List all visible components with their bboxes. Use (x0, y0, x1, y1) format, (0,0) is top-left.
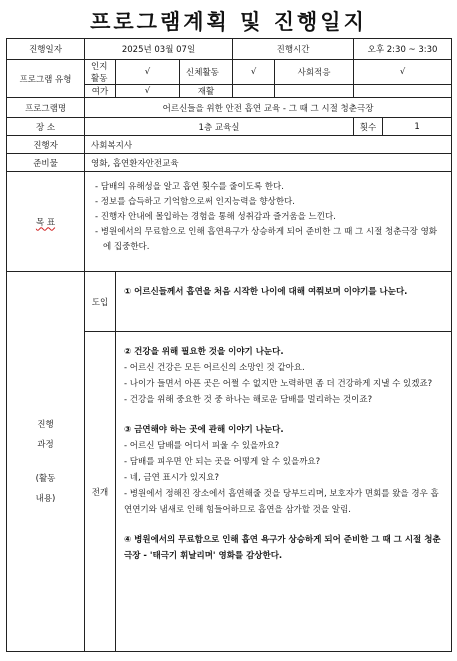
final-activity: ④ 병원에서의 무료함으로 인해 흡연 욕구가 상승하게 되어 준비한 그 때 그 시절 청춘극장 - '태극기 휘날리며' 영화를 감상한다. (124, 535, 441, 561)
program-log-form (6, 38, 452, 652)
program-name-label: 프로그램명 (7, 98, 85, 118)
supplies-value: 영화, 흡연환자안전교육 (85, 154, 452, 172)
section-heading: ③ 금연해야 하는 곳에 관해 이야기 나눈다. (124, 425, 284, 435)
type-leisure-label: 여가 (85, 85, 116, 98)
staff-row (7, 136, 452, 154)
date-value: 2025년 03월 07일 (85, 39, 233, 60)
type-social-mark: √ (354, 60, 452, 85)
goals-row (7, 172, 452, 272)
goals-list (85, 172, 452, 272)
process-label: 진행 과정 (활동 내용) (7, 272, 85, 652)
section-line: - 어르신 건강은 모든 어르신의 소망인 것 같아요. (124, 363, 305, 373)
body-content (116, 332, 452, 652)
goal-item: - 병원에서의 무료함으로 인해 흡연욕구가 상승하게 되어 준비한 그 때 그 시절 청춘극장 영화에 집중한다. (95, 227, 438, 252)
intro-text: ① 어르신들께서 흡연을 처음 시작한 나이에 대해 여쭤보며 이야기를 나눈다. (116, 272, 452, 332)
section-line: - 어르신 담배를 어디서 피울 수 있을까요? (124, 441, 280, 451)
place-value: 1층 교육실 (85, 118, 354, 136)
type-social-label: 사회적응 (275, 60, 354, 85)
type-physical-mark: √ (233, 60, 275, 85)
date-label: 진행일자 (7, 39, 85, 60)
place-row (7, 118, 452, 136)
type-row-1 (7, 60, 452, 85)
supplies-label: 준비물 (7, 154, 85, 172)
section-line: - 건강을 위해 중요한 것 중 하나는 해로운 담배를 멀리하는 것이죠? (124, 395, 373, 405)
section-line: - 나이가 들면서 아픈 곳은 어쩔 수 없지만 노력하면 좀 더 건강하게 지낼 수 있겠죠? (124, 379, 433, 389)
count-label: 횟수 (354, 118, 383, 136)
time-label: 진행시간 (233, 39, 354, 60)
goal-item: - 정보를 습득하고 기억함으로써 인지능력을 향상한다. (95, 197, 295, 207)
supplies-row (7, 154, 452, 172)
goal-item: - 담배의 유해성을 알고 흡연 횟수를 줄이도록 한다. (95, 182, 284, 192)
staff-value: 사회복지사 (85, 136, 452, 154)
time-value: 오후 2:30 ~ 3:30 (354, 39, 452, 60)
type-label: 프로그램 유형 (7, 60, 85, 98)
program-name-value: 어르신들을 위한 안전 흡연 교육 - 그 때 그 시절 청춘극장 (85, 98, 452, 118)
intro-label: 도입 (85, 272, 116, 332)
type-physical-label: 신체활동 (180, 60, 233, 85)
section-line: - 병원에서 정해진 장소에서 흡연해줄 것을 당부드리며, 보호자가 면회를 왔을 경우 흡연연기와 냄새로 인해 힘들어하므로 흡연을 삼가할 것을 알림. (124, 489, 439, 515)
type-rehab-mark (233, 85, 275, 98)
body-label: 전개 (85, 332, 116, 652)
document-title: 프로그램계획 및 진행일지 (90, 10, 367, 34)
date-time-row (7, 39, 452, 60)
type-empty-cell (354, 85, 452, 98)
section-heading: ② 건강을 위해 필요한 것을 이야기 나눈다. (124, 347, 284, 357)
type-leisure-mark: √ (116, 85, 180, 98)
type-cognitive-label: 인지활동 (85, 60, 116, 85)
program-name-row (7, 98, 452, 118)
goal-item: - 진행자 안내에 몰입하는 경험을 통해 성취감과 즐거움을 느낀다. (95, 212, 336, 222)
goal-label: 목 표 (7, 172, 85, 272)
place-label: 장 소 (7, 118, 85, 136)
type-rehab-label: 재활 (180, 85, 233, 98)
section-line: - 담배를 피우면 안 되는 곳을 어떻게 알 수 있을까요? (124, 457, 321, 467)
count-value: 1 (383, 118, 452, 136)
type-cognitive-mark: √ (116, 60, 180, 85)
section-line: - 네, 금연 표시가 있지요? (124, 473, 220, 483)
intro-row (7, 272, 452, 332)
staff-label: 진행자 (7, 136, 85, 154)
type-empty-cell (275, 85, 354, 98)
